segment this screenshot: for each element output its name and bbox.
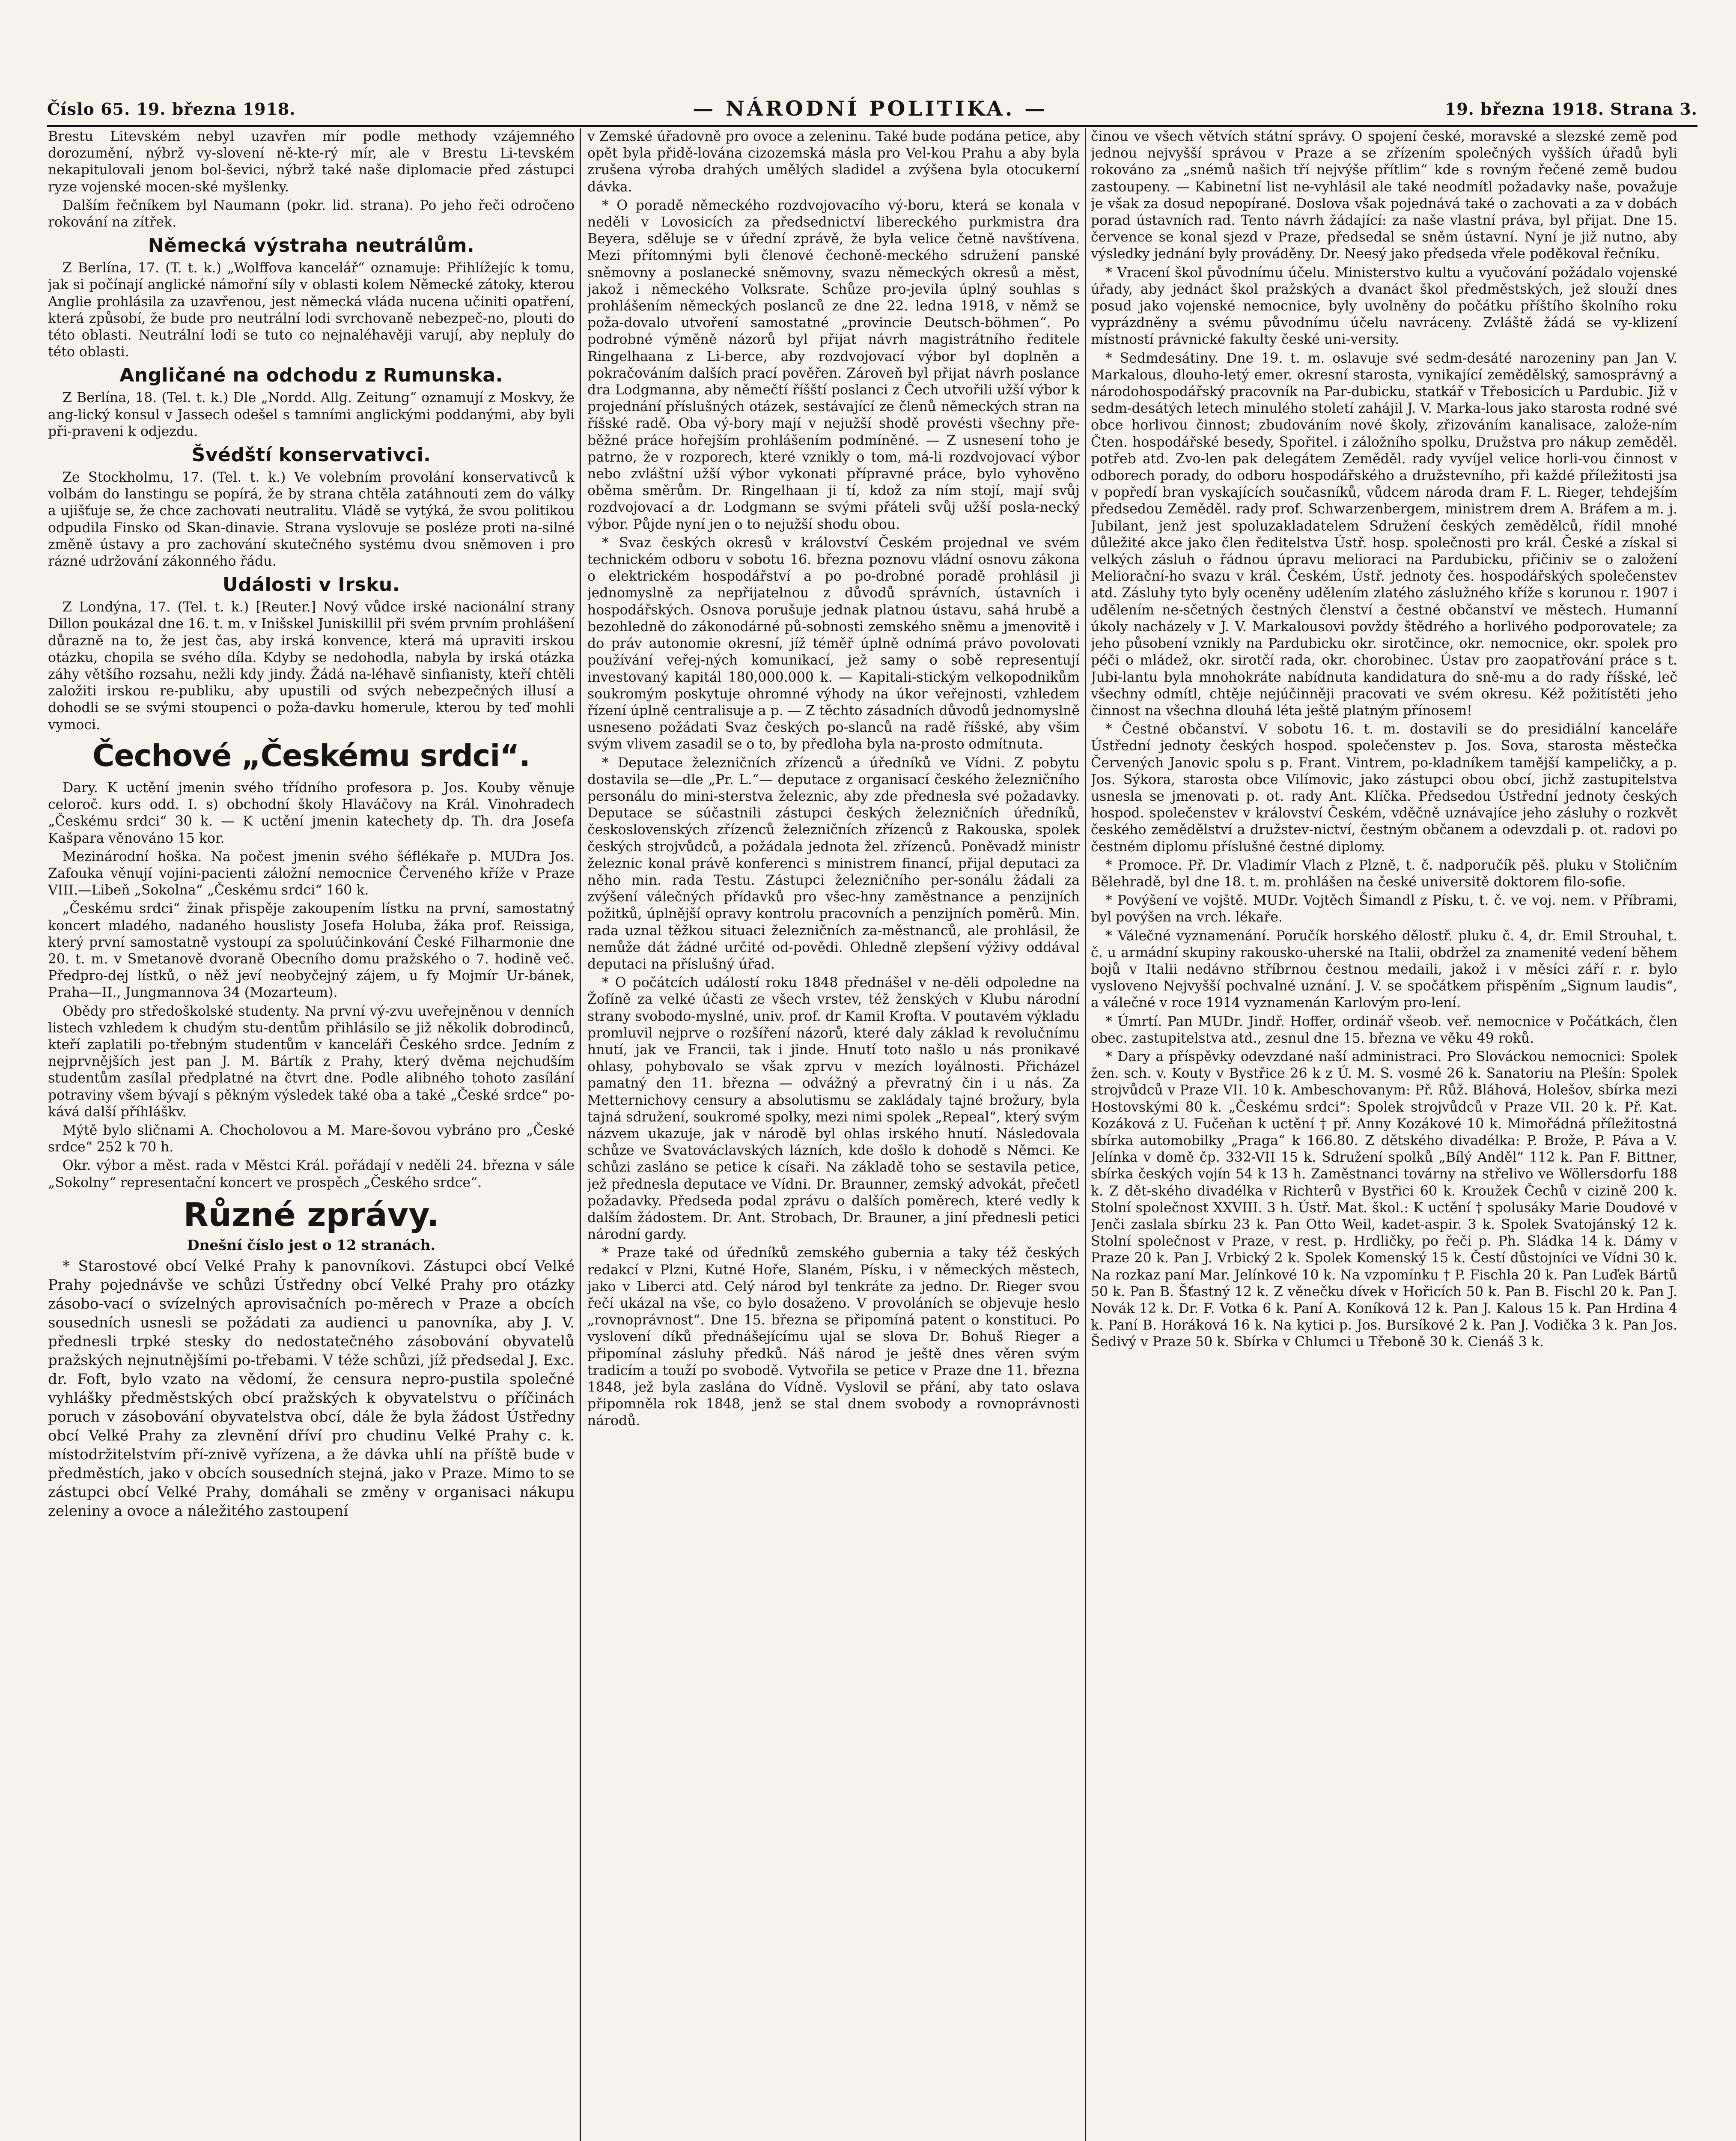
article-paragraph: * O počátcích událostí roku 1848 přednášel v ne-děli odpoledne na Žofíně za velké účasti ze všech vrstev, též ženských v Klubu národní strany svobodo-myslné, univ. prof. dr Kamil Krofta. V poutavém výkladu promluvil nejprve o rozšíření názorů, které daly základ k revolučnímu hnutí, jak ve Francii, tak i jinde. Hnutí toto našlo u nás pronikavé ohlasy, pohybovalo se však zprvu v mezích loyálnosti. Přicházel pamatný den 11. března — odvážný a převratný čin i u nás. Za Metternichovy censury a absolutismu se zakládaly tajné brožury, byla tajná sdružení, soukromé spolky, mezi nimi spolek „Repeal“, který svým názvem ukazuje, jak v národě byl ohlas irského hnutí. Následovala schůze ve Svatováclavských lázních, kde došlo k dohodě s Němci. Ke schůzi zasláno se petice k císaři. Na základě toho se sestavila petice, jež přednesla deputace ve Vídni. Dr. Braunner, zemský advokát, přečetl požadavky. Předseda podal zprávu o dalších poměrech, které vedly k dalším žádostem. Dr. Ant. Strobach, Dr. Brauner, a jiní přednesli petici národní gardy. [587, 975, 1080, 1243]
article-paragraph: Obědy pro středoškolské studenty. Na první vý-zvu uveřejněnou v denních listech vzhledem k chudým stu-dentům přihlásilo se již několik dobrodinců, kteří zaplatili po-třebným studentům v kanceláři Českého srdce. Jedním z nejprvnějších jest pan J. M. Bártík z Prahy, který dvěma nejchudším studentům zasílal předplatné na čtvrt dne. Podle alibného tohoto zasílání potraviny všem bývají s pěkným výsledek také oba a také „České srdce“ po-kává další příhláškv. [48, 1003, 575, 1120]
article-paragraph: * Vracení škol původnímu účelu. Ministerstvo kultu a vyučování požádalo vojenské úřady, aby jednáct škol pražských a dvanáct škol předměstských, jež slouží dnes posud jako vojenské nemocnice, byly uvolněny do počátku příštího školního roku vyprázdněny a svému původnímu účelu navráceny. Zvláště žádá se vy-klizení místností právnické fakulty české uni-versity. [1091, 265, 1677, 348]
article-paragraph: * Úmrtí. Pan MUDr. Jindř. Hoffer, ordinář všeob. veř. nemocnice v Počátkách, člen obec. zastupitelstva atd., zesnul dne 15. března ve věku 49 roků. [1091, 1014, 1677, 1046]
header-date-page: 19. března 1918. Strana 3. [1444, 99, 1697, 119]
column-3 [1091, 128, 1677, 2141]
article-paragraph: Dalším řečníkem byl Naumann (pokr. lid. strana). Po jeho řeči odročeno rokování na zítřek. [48, 197, 575, 230]
column-divider [1085, 128, 1086, 2141]
column-divider [580, 128, 581, 2141]
issue-pages-note: Dnešní číslo jest o 12 stranách. [187, 1236, 436, 1253]
article-paragraph: * Svaz českých okresů v království Českém projednal ve svém technickém odboru v sobotu 16. března poznovu vládní osnovu zákona o elektrickém hospodářství a po po-drobné poradě prohlásil ji jednomyslně za nepřijatelnou z důvodů správních, ústavních i hospodářských. Osnova porušuje jednak platnou ústavu, sahá hrubě a bezohledně do zákonodárné pů-sobnosti zemského sněmu a jmenovitě i do práv autonomie okresní, jíž téměř úplně odnímá právo povolovati používání veřej-ných komunikací, jež samy o sobě representují investovaný kapitál 180,000.000 k. — Kapitali-stickým velkopodnikům soukromým poskytuje ohromné výhody na úkor veřejnosti, vzhledem řízení úplně centralisuje a p. — Z těchto zásadních důvodů jednomyslně usneseno požádati Svaz českých po-slanců na radě říšské, aby všim svým vlivem zasadil se o to, by předloha byla na-prosto odmítnuta. [587, 535, 1080, 752]
article-paragraph: * Praze také od úředníků zemského gubernia a taky též českých redakcí v Plzni, Kutné Hoře, Slaném, Písku, i v německých městech, jako v Liberci atd. Celý národ byl tenkráte za jedno. Dr. Rieger svou řečí ukázal na vše, co bylo dosaženo. V provoláních se objevuje heslo „rovnoprávnost“. Dne 15. března se připomíná patent o konstituci. Po vyslovení díků přednášejícímu ujal se slova Dr. Bohuš Rieger a připomínal zásluhy předků. Náš národ je ještě dnes věren svým tradicím a touží po svobodě. Vytvořila se petice v Praze dne 11. března 1848, jež byla zaslána do Vídně. Vyslovil se přání, aby tato oslava připomněla rok 1848, jenž se stal dnem svobody a rovnoprávnosti národů. [587, 1245, 1080, 1429]
column-1 [48, 128, 575, 2141]
article-paragraph: Okr. výbor a měst. rada v Městci Král. pořádají v neděli 24. března v sále „Sokolny“ representační koncert ve prospěch „Českého srdce“. [48, 1158, 575, 1190]
column-2 [587, 128, 1080, 2141]
article-paragraph: Z Londýna, 17. (Tel. t. k.) [Reuter.] Nový vůdce irské nacionální strany Dillon poukázal dne 16. t. m. v Inišskel Juniskillil při svém prvním prohlášení důrazně na to, že jest čas, aby irská konvence, která má upraviti irskou otázku, chopila se svého díla. Kdyby se nedohodla, nabyla by irská otázka záhy většího rozsahu, nežli kdy jindy. Žádá na-léhavě sinfianisty, kteří chtěli založiti irskou re-publiku, aby upustili od svých nebezpečných illusí a dohodli se se svými stoupenci o poža-davku homerule, kterou by teď mohli vymoci. [48, 599, 575, 733]
article-paragraph: „Českému srdci“ žinak přispěje zakoupením lístku na první, samostatný koncert mladého, nadaného houslisty Josefa Holuba, žáka prof. Reissiga, který první samostatně vystoupí za spoluúčinkování České Filharmonie dne 20. t. m. v Smetanově dvoraně Obecního domu pražského o 7. hodině več. Předpro-dej lístků, o něž jeví neobyčejný zájem, u fy Mojmír Ur-bánek, Praha—II., Jungmannova 34 (Mozarteum). [48, 901, 575, 1001]
masthead-title: — NÁRODNÍ POLITIKA. — [693, 97, 1048, 121]
article-paragraph: * Válečné vyznamenání. Poručík horského dělostř. pluku č. 4, dr. Emil Strouhal, t. č. u armádní skupiny rakousko-uherské na Italii, obdržel za znamenité vedení během bojů v Italii nedávno stříbrnou čestnou medaili, jakož i v měsíci září r. r. bylo vysloveno Nejvyšší pochvalné uznání. J. V. se spočátkem přispěním „Signum laudis“, a válečné v roce 1914 vyznamenán Karlovým pro-lení. [1091, 928, 1677, 1011]
article-paragraph: * Sedmdesátiny. Dne 19. t. m. oslavuje své sedm-desáté narozeniny pan Jan V. Markalous, dlouho-letý emer. okresní starosta, vynikající zemědělský, samosprávný a národohospodářský pracovník na Par-dubicku, statkář v Třebosicích u Pardubic. Již v sedm-desátých letech minulého století zahájil J. V. Marka-lous jako starosta rodné své obce horlivou činnost; zbudováním nové školy, zřizováním kanalisace, založe-ním Čten. hospodářské besedy, Spořitel. i záložního spolku, Družstva pro nákup zeměděl. potřeb atd. Zvo-len pak delegátem Zeměděl. rady vyvíjel velice horli-vou činnost v odborech porady, do odboru hospodářského a družstevního, při každé příležitosti jsa v popředí bran vyskajících současníků, vůdcem národa dram F. L. Rieger, tehdejším předsedou Zeměděl. rady prof. Schwarzenbergem, ministrem drem A. Bráfem a m. j. Jubilant, jenž jest spoluzakladatelem Sdružení českých zemědělců, řídil mnohé důležité akce jako člen ředitelstva Ústř. hosp. společnosti pro král. České a získal si velkých zásluh o řádnou úpravu melioraci na Pardubicku, přičiniv se o založení Meliorační-ho svazu v král. Českém, Ústř. jednoty čes. hospodářských společenstev atd. Zásluhy tyto byly oceněny udělením zlatého záslužného kříže s korunou r. 1907 i udělením ne-sčetných čestných členství a čestné občanství ve městech. Humanní úkoly nacházely v J. V. Markalousovi povždy štědrého a horlivého podporovatele; za jeho působení vznikly na Pardubicku okr. sirotčince, okr. nemocnice, okr. spolek pro péči o mládež, okr. sirotčí rada, okr. chorobinec. Ústav pro zaopatřování práce s t. Jubi-lantu byla mnohokráte nabídnuta kandidatura do sně-mu a do rady říšské, leč všechny odmítl, chtěje nejúčinněji pracovati ve svém okresu. Kéž požitístěti jeho činnost na všechna dlouhá léta ještě platným přínosem! [1091, 350, 1677, 719]
headline-udalosti-v-irsku: Události v Irsku. [223, 574, 400, 596]
headline-ruzne-zpravy: Různé zprávy. [183, 1195, 439, 1234]
article-paragraph: v Zemské úřadovně pro ovoce a zeleninu. Také bude podána petice, aby opět byla přidě-lována cizozemská másla pro Vel-kou Prahu a aby byla zrušena výroba drahých umělých sladidel a zvýšena byla otocukerní dávka. [587, 129, 1080, 195]
headline-svedsti-konservativci: Švédští konservativci. [191, 444, 431, 466]
article-paragraph: Z Berlína, 17. (T. t. k.) „Wolffova kancelář“ oznamuje: Přihlížejíc k tomu, jak si počínají anglické námořní síly v oblasti kolem Německé zátoky, kterou Anglie prohlásila za uzavřenou, jest německá vláda nucena učiniti opatření, která způsobí, že bude pro neutrální lodi svrchovaně nebezpeč-no, plouti do této oblasti. Neutrální lodi se tuto co nejnaléhavěji varují, aby nepluly do této oblasti. [48, 260, 575, 360]
article-paragraph: Ze Stockholmu, 17. (Tel. t. k.) Ve volebním provolání konservativců k volbám do lanstingu se popírá, že by strana chtěla zatáhnouti zem do války a ujišťuje se, že chce zachovati neutralitu. Vládě se vytýká, že svou politikou odpudila Finsko od Skan-dinavie. Strana vyslovuje se posléze proti na-silné změně ústavy a pro zachování skutečného systému dvou sněmoven i pro rázné udržování zákonného řádu. [48, 470, 575, 570]
headline-anglicane: Angličané na odchodu z Rumunska. [119, 364, 503, 387]
headline-cechove-ceskemu-srdci: Čechové „Českému srdci“. [92, 738, 530, 773]
article-paragraph: * O poradě německého rozdvojovacího vý-boru, která se konala v neděli v Lovosicích za předsednictví libereckého purkmistra dra Beyera, sděluje se v úřední zprávě, že byla velice četně navštívena. Mezi přítomnými byli členové čechoně-meckého sdružení panské sněmovny a poslanecké sněmovny, svazu německých okresů a měst, jakož i německého Volksrate. Schůze pro-jevila úplný souhlas s prohlášením německých poslanců ze dne 22. ledna 1918, v němž se poža-dovalo utvoření samostatné „provincie Deutsch-böhmen“. Po podrobné výměně názorů byl přijat návrh magistrátního ředitele Ringelhaana z Li-berce, aby rozdvojovací výbor byl doplněn a pokračováním dalších prací pověřen. Zároveň byl přijat návrh poslance dra Lodgmanna, aby němečtí říšští poslanci z Čech utvořili užší výbor k projednání příslušných otázek, sestávající ze členů německých stran na říšské radě. Oba vý-bory mají v nejužší shodě provésti všechny pře-běžné práce hořejším prohlášením podmíněné. — Z usnesení toho je patrno, že v rozporech, které vznikly o tom, má-li rozdvojovací výbor nebo zvláštní užší výbor vykonati přípravné práce, bylo vyhověno oběma směrům. Dr. Ringelhaan ji tí, kdož za ním stojí, mají svůj rozdvojovací a dr. Lodgmann se svými přáteli svůj užší posla-necký výbor. Půjde nyní jen o to nejužší shodu obou. [587, 197, 1080, 532]
article-paragraph: činou ve všech větvích státní správy. O spojení české, moravské a slezské země pod jednou nejvyšší správou v Praze a se zřízením společných vyšších úřadů byli rokováno za „snémů našich tří nejvýše přítlim“ kde s rovným řečené země budou zastoupeny. — Kabinetní list ne-vyhlásil ale také neodmítl požadavky naše, považuje je však za dosud nepopírané. Doslova však pojednává také o zachovati a za v dobách porad ústavních rad. Tento návrh žádající: za naše vlastní práva, byl přijat. Dne 15. července se konal sjezd v Praze, předsedal se sněm ústavní. Nyní je již nutno, aby výsledky jednání byly prováděny. Dr. Neesý jako předseda vřele poděkoval řečníku. [1091, 129, 1677, 262]
header-issue-date: Číslo 65. 19. března 1918. [47, 99, 296, 119]
header-rule [47, 125, 1697, 127]
article-paragraph: * Promoce. Př. Dr. Vladimír Vlach z Plzně, t. č. nadporučík pěš. pluku v Stoličním Bělehradě, byl dne 18. t. m. prohlášen na české universitě doktorem filo-sofie. [1091, 857, 1677, 890]
article-paragraph: Mezinárodní hoška. Na počest jmenin svého šéflékaře p. MUDra Jos. Zafouka věnují vojíni-pacienti záložní nemocnice Červeného kříže v Praze VIII.—Libeň „Sokolna“ „Českému srdci“ 160 k. [48, 849, 575, 898]
article-paragraph: Z Berlína, 18. (Tel. t. k.) Dle „Nordd. Allg. Zeitung“ oznamují z Moskvy, že ang-lický konsul v Jassech odešel s tamními anglickými poddanými, aby byli při-praveni k odjezdu. [48, 390, 575, 439]
article-paragraph: Brestu Litevském nebyl uzavřen mír podle methody vzájemného dorozumění, nýbrž vy-slovení ně-kte-rý mír, ale v Brestu Li-tevském nekapitulovali jenom bol-ševici, nýbrž také naše diplomacie před zástupci ryze vojenské mocen-ské myšlenky. [48, 129, 575, 195]
article-paragraph: Mýtě bylo sličnami A. Chocholovou a M. Mare-šovou vybráno pro „České srdce“ 252 k 70 h. [48, 1122, 575, 1155]
article-paragraph: * Povýšení ve vojště. MUDr. Vojtěch Šimandl z Písku, t. č. ve voj. nem. v Příbrami, byl povýšen na vrch. lékaře. [1091, 893, 1677, 925]
headline-nemecka-vystraha: Německá výstraha neutrálům. [148, 235, 475, 257]
running-header [47, 95, 1697, 122]
article-paragraph: * Dary a příspěvky odevzdané naší administraci. Pro Slováckou nemocnici: Spolek žen. sch. v. Kouty v Bystřice 26 k z Ú. M. S. vosmé 26 k. Sanatoriu na Plešín: Spolek strojvůdců v Praze VII. 10 k. Ambeschovanym: Př. Růž. Bláhová, Holešov, sbírka mezi Hostovskými 80 k. „Českému srdci“: Spolek strojvůdců v Praze VII. 20 k. Př. Kat. Kozáková z U. Fučeňan k uctění † př. Anny Kozákové 10 k. Mimořádná příležitostná sbírka automobilky „Praga“ k 166.80. Z dětského divadélka: P. Brože, P. Páva a V. Jelínka v domě čp. 332-VII 15 k. Sdružení spolků „Bílý Anděl“ 112 k. Pan F. Bittner, sbírka českých vojín 54 k 13 h. Zaměstnanci továrny na střelivo ve Wöllersdorfu 188 k. Z dět-ského divadélka v Richterů v Bystřici 60 k. Kroužek Čechů v cizině 200 k. Stolní společnost XXVIII. 3 h. Ústř. Mat. škol.: K uctění † spolusáky Marie Doudové v Jenči zaslala sbírku 23 k. Pan Otto Weil, kadet-aspir. 3 k. Spolek Svatojánský 12 k. Stolní společnost v Praze, v rest. p. Hrdličky, po řeči p. Ph. Sládka 14 k. Dámy v Praze 20 k. Pan J. Vrbický 2 k. Spolek Komenský 15 k. Čestí důstojníci ve Vídni 30 k. Na rozkaz paní Mar. Jelínkové 10 k. Na vzpomínku † P. Fischla 20 k. Pan Luďek Bártů 50 k. Pan B. Šťastný 12 k. Z věnečku dívek v Hořicích 50 k. Pan B. Fischl 20 k. Pan J. Novák 12 k. Dr. F. Votka 6 k. Paní A. Koníková 12 k. Pan J. Kalous 15 k. Pan Hrdina 4 k. Paní B. Horáková 16 k. Na kytici p. Jos. Bursíkové 2 k. Pan J. Vodička 3 k. Pan Jos. Šedivý v Praze 50 k. Sbírka v Chlumci u Třeboně 30 k. Cienáš 3 k. [1091, 1049, 1677, 1350]
article-paragraph: Dary. K uctění jmenin svého třídního profesora p. Jos. Kouby věnuje celoroč. kurs odd. I. s) obchodní školy Hlaváčovy na Král. Vinohradech „Českému srdci“ 30 k. — K uctění jmenin katechety dp. Th. dra Josefa Kašpara věnováno 15 kor. [48, 780, 575, 846]
article-paragraph: * Čestné občanství. V sobotu 16. t. m. dostavili se do presidiální kanceláře Ústřední jednoty českých hospod. společenstev p. Jos. Sova, starosta městečka Červených Janovic spolu s p. Frant. Vintrem, po-kladníkem tamější kampeličky, a p. Jos. Sýkora, starosta obce Vilímovic, jako zástupci obou obcí, jichž zastupitelstva usnesla se jmenovati p. ot. rady Ant. Klíčka. Předsedou Ústřední jednoty českých hospod. společenstev v království Českém, vděčně uznávajíce jeho zásluhy o rozkvět českého zemědělství a družstev-nictví, čestným občanem a odevzdali p. ot. radovi po čestném diplomu příslušné čestné diplomy. [1091, 722, 1677, 855]
article-paragraph: * Starostové obcí Velké Prahy k panovníkovi. Zástupci obcí Velké Prahy pojednávše ve schůzi Ústředny obcí Velké Prahy pro otázky zásobo-vací o svízelných aprovisačních po-měrech v Praze a obcích sousedních usnesli se požádati za audienci u panovníka, aby J. V. přednesli trpké stesky do nedostatečného zásobování obyvatelů pražských nejnutnějšími po-třebami. V téže schůzi, jíž předsedal J. Exc. dr. Foft, bylo vzato na vědomí, že censura nepro-pustila společné vyhlášky předměstských obcí pražských k obyvatelstvu o příčinách poruch v zásobování obyvatelstva obcí, dále že byla žádost Ústředny obcí Velké Prahy za zlevnění dříví pro chudinu Velké Prahy c. k. místodržitelstvím pří-znivě vyřízena, a že dávka uhlí na příště bude v předměstích, jako v obcích sousedních stejná, jako v Praze. Mimo to se zástupci obcí Velké Prahy, domáhali se změny v organisaci nákupu zeleniny a ovoce a náležitého zastoupení [48, 1257, 575, 1520]
article-paragraph: * Deputace železničních zřízenců a úředníků ve Vídni. Z pobytu dostavila se—dle „Pr. L.“— deputace z organisací českého železničního personálu do mini-sterstva železnic, aby zde přednesla své požadavky. Deputace se súčastnili zástupci českých železničních úředníků, československých zřízenců železničních zřízenců z Rakouska, spolek českých strojvůdců, a požádala jednota žel. zřízenců. Poněvadž ministr železnic konal právě konferenci s ministrem financí, přijal deputaci za něho min. rada Testu. Zástupci železničního per-sonálu žádali za zvýšení válečných přídavků pro všec-hny zaměstnance a penzijních požitků, úplnější opravy kontrolu pracovních a penzijních poměrů. Min. rada uznal těžkou situaci železničních za-městnanců, ale prohlásil, že nemůže dát žádné určité od-povědi. Ohledně zlepšení výživy oddával deputaci na příslušný úřad. [587, 755, 1080, 972]
